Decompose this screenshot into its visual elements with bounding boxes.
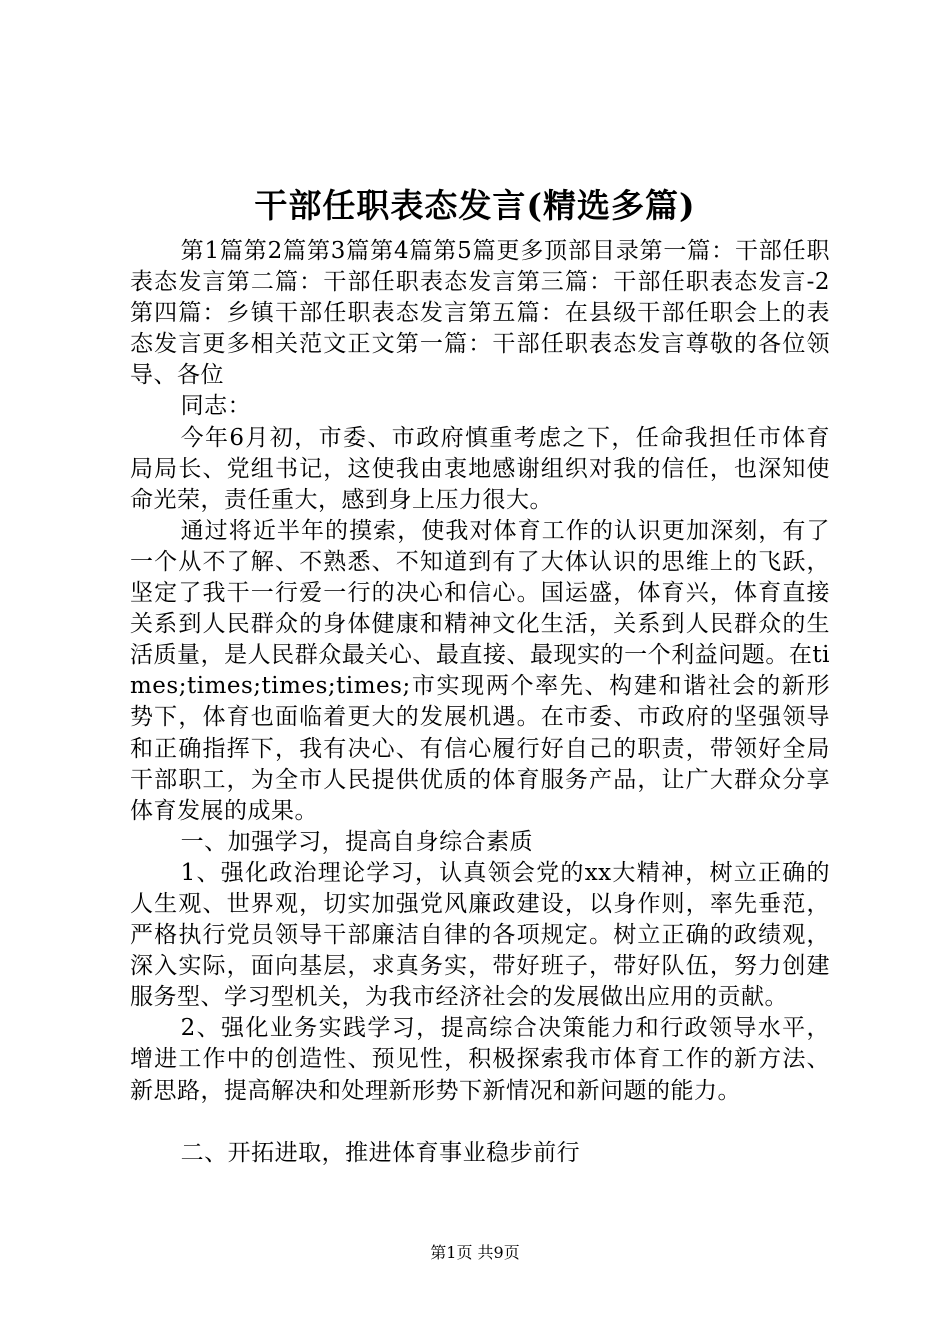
section-heading-1: 一、加强学习，提高自身综合素质 xyxy=(180,828,534,855)
paragraph-table-of-contents: 第1篇第2篇第3篇第4篇第5篇更多顶部目录第一篇：干部任职表态发言第二篇：干部任职表态发言第三篇：干部任职表态发言-2第四篇：乡镇干部任职表态发言第五篇：在县级干部任职会上的表态发言更多相关范文正文第一篇：干部任职表态发言尊敬的各位领导、各位 xyxy=(130,238,830,389)
paragraph-exploration: 通过将近半年的摸索，使我对体育工作的认识更加深刻，有了一个从不了解、不熟悉、不知道到有了大体认识的思维上的飞跃，坚定了我干一行爱一行的决心和信心。国运盛，体育兴，体育直接关系到人民群众的身体健康和精神文化生活，关系到人民群众的生活质量，是人民群众最关心、最直接、最现实的一个利益问题。在times;times;times;times;市实现两个率先、构建和谐社会的新形势下，体育也面临着更大的发展机遇。在市委、市政府的坚强领导和正确指挥下，我有决心、有信心履行好自己的职责，带领好全局干部职工，为全市人民提供优质的体育服务产品，让广大群众分享体育发展的成果。 xyxy=(130,517,830,824)
paragraph-item-1: 1、强化政治理论学习，认真领会党的xx大精神，树立正确的人生观、世界观，切实加强党风廉政建设，以身作则，率先垂范，严格执行党员领导干部廉洁自律的各项规定。树立正确的政绩观，深入实际，面向基层，求真务实，带好班子，带好队伍，努力创建服务型、学习型机关，为我市经济社会的发展做出应用的贡献。 xyxy=(130,859,830,1011)
document-title: 干部任职表态发言(精选多篇) xyxy=(254,186,696,225)
document-body xyxy=(130,236,830,1169)
section-heading-2: 二、开拓进取，推进体育事业稳步前行 xyxy=(180,1139,581,1166)
paragraph-item-2: 2、强化业务实践学习，提高综合决策能力和行政领导水平，增进工作中的创造性、预见性，积极探索我市体育工作的新方法、新思路，提高解决和处理新形势下新情况和新问题的能力。 xyxy=(130,1015,830,1104)
paragraph-salutation: 同志： xyxy=(180,393,252,420)
page-number-footer: 第1页 共9页 xyxy=(430,1243,520,1262)
paragraph-appointment: 今年6月初，市委、市政府慎重考虑之下，任命我担任市体育局局长、党组书记，这使我由衷地感谢组织对我的信任，也深知使命光荣，责任重大，感到身上压力很大。 xyxy=(130,424,830,513)
